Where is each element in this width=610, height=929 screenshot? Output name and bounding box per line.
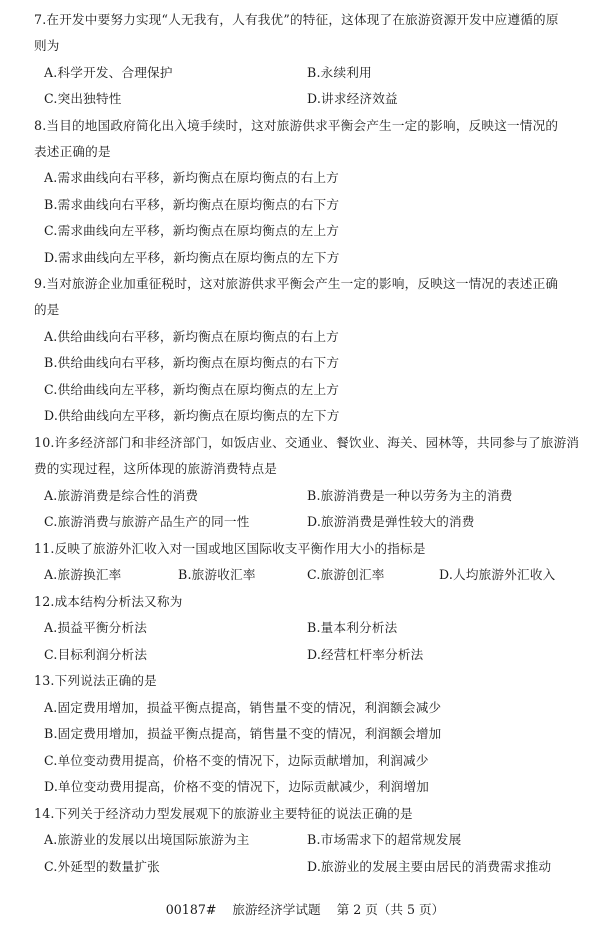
q12-stem-line-1: 12.成本结构分析法又称为	[34, 594, 183, 609]
q7-option-d: D.讲求经济效益	[307, 91, 398, 106]
q11-option-c: C.旅游创汇率	[307, 567, 385, 582]
q7-stem-line-1: 7.在开发中要努力实现“人无我有，人有我优”的特征，这体现了在旅游资源开发中应遵循的原	[34, 12, 559, 27]
q14-option-b: B.市场需求下的超常规发展	[307, 832, 462, 847]
page-footer	[0, 902, 610, 918]
q10-option-a: A.旅游消费是综合性的消费	[44, 488, 199, 503]
q7-option-c: C.突出独特性	[44, 91, 122, 106]
q8-option-d: D.需求曲线向左平移，新均衡点在原均衡点的左下方	[44, 250, 340, 265]
q9-option-a: A.供给曲线向右平移，新均衡点在原均衡点的右上方	[44, 329, 339, 344]
q8-option-a: A.需求曲线向右平移，新均衡点在原均衡点的右上方	[44, 170, 339, 185]
exam-title: 旅游经济学试题	[232, 902, 321, 917]
q10-option-b: B.旅游消费是一种以劳务为主的消费	[307, 488, 513, 503]
q13-option-a: A.固定费用增加，损益平衡点提高，销售量不变的情况，利润额会减少	[44, 700, 442, 715]
q14-option-a: A.旅游业的发展以出境国际旅游为主	[44, 832, 250, 847]
q8-option-c: C.需求曲线向左平移，新均衡点在原均衡点的左上方	[44, 223, 340, 238]
q9-stem-line-2: 的是	[34, 302, 60, 317]
q7-stem-line-2: 则为	[34, 38, 60, 53]
course-code: 00187#	[165, 902, 217, 917]
q12-option-d: D.经营杠杆率分析法	[307, 647, 424, 662]
q10-option-c: C.旅游消费与旅游产品生产的同一性	[44, 514, 250, 529]
q9-option-b: B.供给曲线向右平移，新均衡点在原均衡点的右下方	[44, 355, 340, 370]
q9-option-c: C.供给曲线向左平移，新均衡点在原均衡点的左上方	[44, 382, 340, 397]
q10-option-d: D.旅游消费是弹性较大的消费	[307, 514, 475, 529]
q13-option-b: B.固定费用增加，损益平衡点提高，销售量不变的情况，利润额会增加	[44, 726, 442, 741]
q12-option-a: A.损益平衡分析法	[44, 620, 148, 635]
q11-stem-line-1: 11.反映了旅游外汇收入对一国或地区国际收支平衡作用大小的指标是	[34, 541, 426, 556]
q13-stem-line-1: 13.下列说法正确的是	[34, 673, 157, 688]
page-number: 第 2 页（共 5 页）	[336, 902, 445, 917]
q12-option-c: C.目标利润分析法	[44, 647, 148, 662]
q8-stem-line-2: 表述正确的是	[34, 144, 111, 159]
q12-option-b: B.量本利分析法	[307, 620, 398, 635]
q10-stem-line-2: 费的实现过程，这所体现的旅游消费特点是	[34, 461, 278, 476]
q11-option-a: A.旅游换汇率	[44, 567, 122, 582]
q11-option-d: D.人均旅游外汇收入	[439, 567, 556, 582]
q14-option-c: C.外延型的数量扩张	[44, 859, 160, 874]
q9-option-d: D.供给曲线向左平移，新均衡点在原均衡点的左下方	[44, 408, 340, 423]
q14-stem-line-1: 14.下列关于经济动力型发展观下的旅游业主要特征的说法正确的是	[34, 806, 413, 821]
q8-option-b: B.需求曲线向右平移，新均衡点在原均衡点的右下方	[44, 197, 340, 212]
q11-option-b: B.旅游收汇率	[178, 567, 256, 582]
q7-option-b: B.永续利用	[307, 65, 372, 80]
q9-stem-line-1: 9.当对旅游企业加重征税时，这对旅游供求平衡会产生一定的影响，反映这一情况的表述正确	[34, 276, 559, 291]
q13-option-d: D.单位变动费用提高，价格不变的情况下，边际贡献减少，利润增加	[44, 779, 430, 794]
q14-option-d: D.旅游业的发展主要由居民的消费需求推动	[307, 859, 552, 874]
q8-stem-line-1: 8.当目的地国政府简化出入境手续时，这对旅游供求平衡会产生一定的影响，反映这一情况的	[34, 118, 559, 133]
q7-option-a: A.科学开发、合理保护	[44, 65, 173, 80]
q10-stem-line-1: 10.许多经济部门和非经济部门，如饭店业、交通业、餐饮业、海关、园林等，共同参与了旅游消	[34, 435, 580, 450]
q13-option-c: C.单位变动费用提高，价格不变的情况下，边际贡献增加，利润减少	[44, 753, 429, 768]
